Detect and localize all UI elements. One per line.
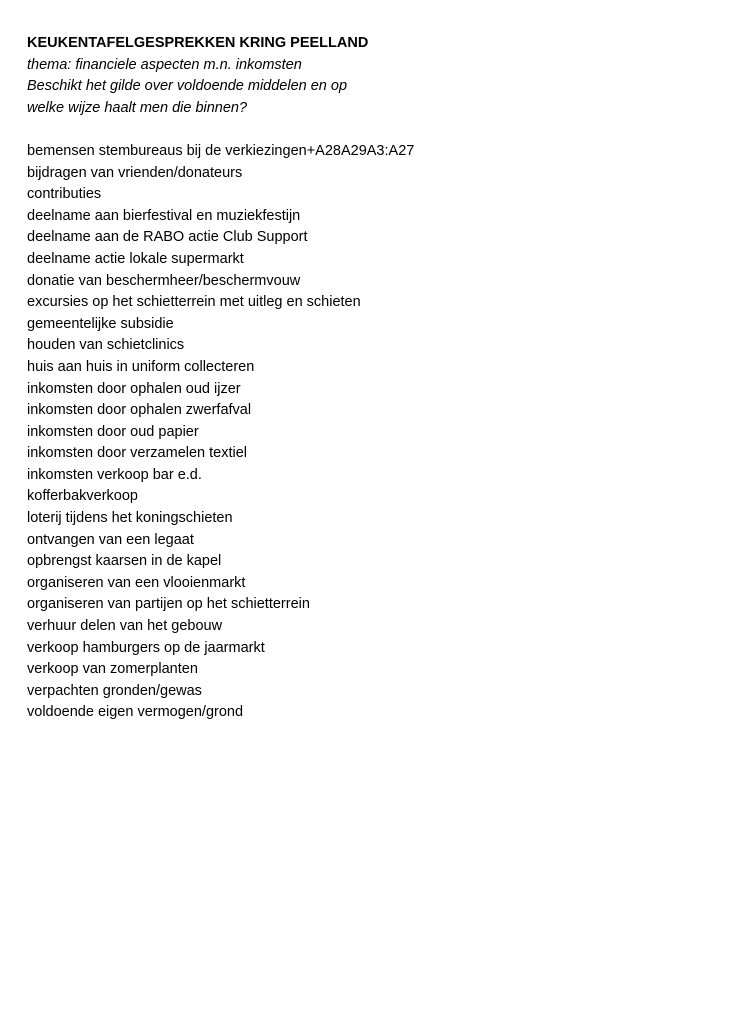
- document-page: [27, 33, 727, 724]
- list-item: deelname aan de RABO actie Club Support: [27, 229, 308, 246]
- list-item: inkomsten door oud papier: [27, 423, 199, 440]
- list-item: voldoende eigen vermogen/grond: [27, 704, 244, 721]
- list-item: ontvangen van een legaat: [27, 531, 194, 548]
- list-item: kofferbakverkoop: [27, 488, 138, 505]
- list-item: inkomsten verkoop bar e.d.: [27, 466, 202, 483]
- list-item: verhuur delen van het gebouw: [27, 618, 223, 635]
- document-title: KEUKENTAFELGESPREKKEN KRING PEELLAND: [27, 35, 369, 51]
- list-item: excursies op het schietterrein met uitleg en schieten: [27, 294, 361, 311]
- list-item: contributies: [27, 186, 102, 203]
- list-item: bijdragen van vrienden/donateurs: [27, 164, 243, 181]
- question-line-2: welke wijze haalt men die binnen?: [27, 99, 248, 116]
- theme-line: thema: financiele aspecten m.n. inkomsten: [27, 56, 302, 73]
- list-item: deelname actie lokale supermarkt: [27, 250, 244, 267]
- income-sources-list: [27, 141, 727, 724]
- list-item: deelname aan bierfestival en muziekfestijn: [27, 207, 301, 224]
- list-item: verpachten gronden/gewas: [27, 682, 202, 699]
- list-item: organiseren van een vlooienmarkt: [27, 574, 246, 591]
- list-item: verkoop van zomerplanten: [27, 661, 198, 678]
- list-item: bemensen stembureaus bij de verkiezingen+A28A29A3:A27: [27, 142, 415, 159]
- question-line-1: Beschikt het gilde over voldoende middelen en op: [27, 78, 348, 95]
- list-item: inkomsten door verzamelen textiel: [27, 445, 248, 462]
- list-item: opbrengst kaarsen in de kapel: [27, 553, 222, 570]
- blank-line: [27, 119, 727, 141]
- list-item: loterij tijdens het koningschieten: [27, 510, 233, 527]
- list-item: donatie van beschermheer/beschermvouw: [27, 272, 301, 289]
- list-item: gemeentelijke subsidie: [27, 315, 174, 332]
- list-item: inkomsten door ophalen oud ijzer: [27, 380, 241, 397]
- list-item: huis aan huis in uniform collecteren: [27, 358, 255, 375]
- list-item: verkoop hamburgers op de jaarmarkt: [27, 639, 265, 656]
- list-item: organiseren van partijen op het schietterrein: [27, 596, 310, 613]
- list-item: inkomsten door ophalen zwerfafval: [27, 402, 252, 419]
- list-item: houden van schietclinics: [27, 337, 185, 354]
